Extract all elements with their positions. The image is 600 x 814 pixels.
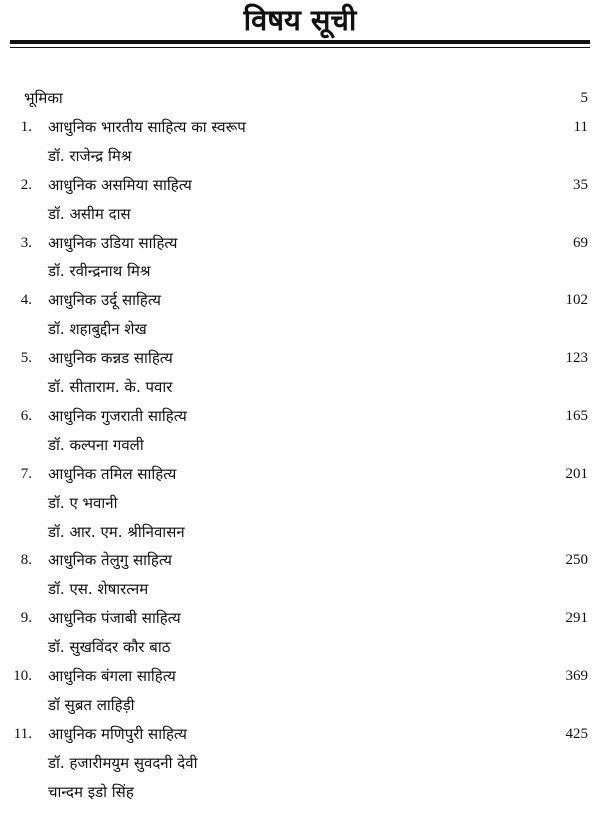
entry-author: [0, 375, 600, 399]
entry-title: आधुनिक उर्दू साहित्य: [48, 291, 161, 310]
entry-number: 6.: [20, 407, 32, 424]
author-name: डॉ सुब्रत लाहिड़ी: [48, 695, 135, 714]
entry-page: 201: [565, 465, 588, 482]
entry-author: [0, 780, 600, 804]
entry-title: आधुनिक उडिया साहित्य: [48, 233, 178, 252]
author-name: डॉ. एस. शेषारत्नम: [48, 580, 149, 599]
author-name: डॉ. शहाबुद्दीन शेख: [48, 320, 147, 339]
entry-page: 5: [580, 90, 588, 106]
entry-title: आधुनिक तमिल साहित्य: [48, 464, 177, 483]
author-name: डॉ. असीम दास: [48, 204, 131, 223]
toc-entry: [0, 664, 600, 688]
entry-title: आधुनिक गुजराती साहित्य: [48, 406, 187, 425]
toc-entry: [0, 231, 600, 255]
entry-page: 165: [565, 407, 588, 424]
toc-entry: [0, 404, 600, 428]
toc-entry: [0, 548, 600, 572]
entry-page: 369: [565, 668, 588, 684]
entry-author: [0, 491, 600, 515]
entry-page: 69: [573, 234, 588, 251]
page-title: विषय सूची: [243, 3, 357, 37]
entry-number: 5.: [20, 350, 32, 367]
entry-author: [0, 693, 600, 717]
author-name: डॉ. आर. एम. श्रीनिवासन: [48, 522, 185, 541]
entry-author: [0, 751, 600, 775]
entry-page: 123: [565, 350, 588, 367]
author-name: डॉ. हजारीमयुम सुवदनी देवी: [48, 753, 198, 772]
toc-entry: [0, 462, 600, 486]
author-name: डॉ. कल्पना गवली: [48, 435, 144, 454]
entry-title: आधुनिक भारतीय साहित्य का स्वरूप: [48, 117, 246, 136]
entry-author: [0, 520, 600, 544]
entry-number: 1.: [20, 118, 32, 135]
entry-title: भूमिका: [24, 89, 63, 107]
entry-number: 8.: [20, 552, 32, 569]
entry-page: 291: [565, 610, 588, 627]
entry-author: [0, 635, 600, 659]
entry-title: आधुनिक कन्नड साहित्य: [48, 349, 173, 368]
toc-entry: [0, 86, 600, 110]
entry-title: आधुनिक तेलुगु साहित्य: [48, 551, 172, 570]
entry-page: 11: [573, 118, 588, 135]
toc-entry: [0, 722, 600, 746]
entry-author: [0, 577, 600, 601]
entry-number: 7.: [20, 465, 32, 482]
toc-entry: [0, 346, 600, 370]
entry-author: [0, 144, 600, 168]
entry-author: [0, 202, 600, 226]
entry-title: आधुनिक असमिया साहित्य: [48, 175, 192, 194]
entry-author: [0, 317, 600, 341]
author-name: डॉ. रवीन्द्रनाथ मिश्र: [48, 262, 151, 281]
entry-number: 9.: [20, 610, 32, 627]
entry-page: 35: [573, 176, 588, 193]
entry-title: आधुनिक बंगला साहित्य: [48, 667, 176, 685]
entry-title: आधुनिक मणिपुरी साहित्य: [48, 724, 187, 743]
entry-number: 3.: [20, 234, 32, 251]
entry-page: 102: [565, 292, 588, 309]
entry-number: 4.: [20, 292, 32, 309]
author-name: डॉ. सुखविंदर कौर बाठ: [48, 638, 171, 657]
entry-number: 2.: [20, 176, 32, 193]
entry-author: [0, 433, 600, 457]
toc-entry: [0, 115, 600, 139]
entry-page: 250: [565, 552, 588, 569]
author-name: डॉ. राजेन्द्र मिश्र: [48, 146, 132, 165]
entry-title: आधुनिक पंजाबी साहित्य: [48, 609, 181, 628]
toc-entry: [0, 288, 600, 312]
entry-author: [0, 259, 600, 283]
author-name: डॉ. सीताराम. के. पवार: [48, 378, 173, 396]
author-name: डॉ. ए भवानी: [48, 493, 118, 512]
author-name: चान्दम इडो सिंह: [48, 782, 134, 801]
entry-number: 10.: [13, 668, 32, 684]
entry-number: 11.: [13, 725, 32, 742]
toc-entry: [0, 606, 600, 630]
toc-entry: [0, 173, 600, 197]
entry-page: 425: [565, 725, 588, 742]
